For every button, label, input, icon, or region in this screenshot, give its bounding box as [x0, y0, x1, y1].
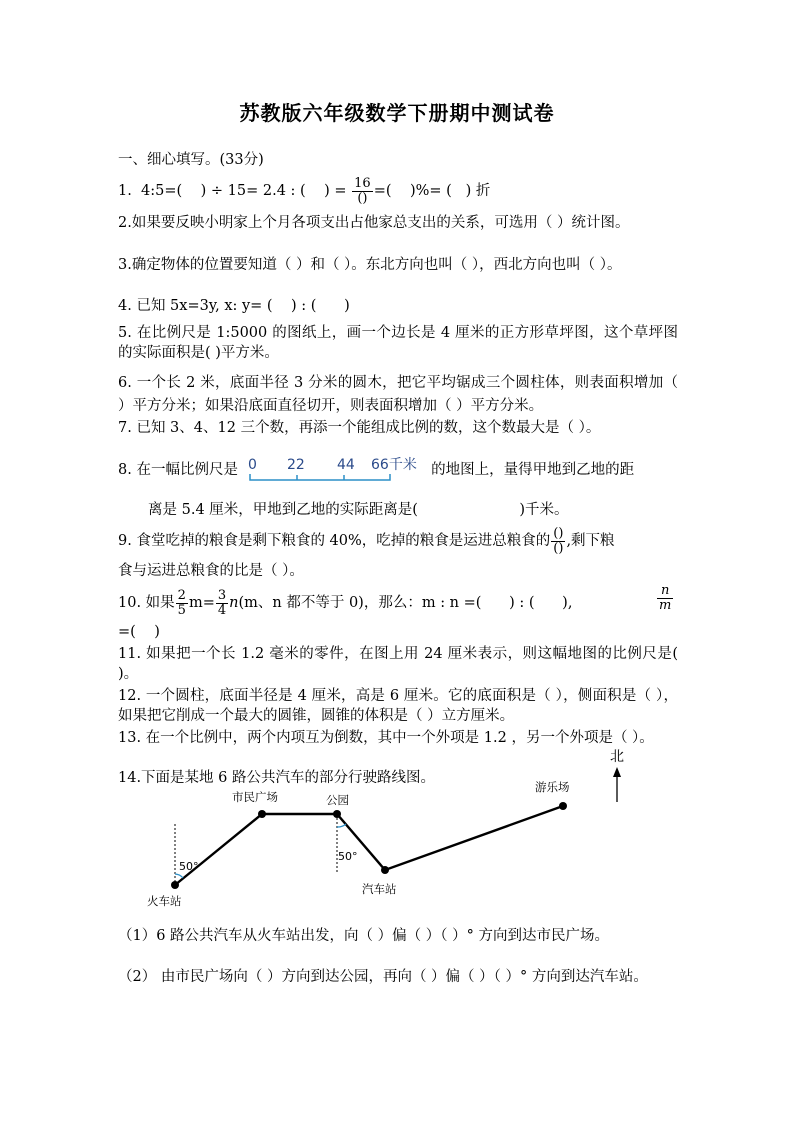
question-6: 6. 一个长 2 米，底面半径 3 分米的圆木，把它平均锯成三个圆柱体，则表面积增加（ ）平方分米；如果沿底面直径切开，则表面积增加（ ）平方分米。	[118, 375, 678, 414]
question-13: 13. 在一个比例中，两个内项互为倒数，其中一个外项是 1.2 ，另一个外项是（ ）。	[118, 730, 654, 746]
question-14: 14.下面是某地 6 路公共汽车的部分行驶路线图。	[118, 770, 436, 786]
angle-arc-train	[175, 874, 183, 878]
q10-f3-den: m	[659, 598, 672, 613]
q1-frac-num: 16	[354, 175, 371, 191]
q1-text-end: =( )%= ( ) 折	[373, 183, 491, 199]
q10-f2-num: 3	[217, 587, 227, 603]
scale-label-66: 66千米	[370, 457, 417, 473]
bus-route-line	[175, 806, 563, 885]
page-title: 苏教版六年级数学下册期中测试卷	[239, 101, 555, 125]
north-label: 北	[610, 749, 624, 765]
label-plaza: 市民广场	[232, 790, 278, 804]
q1-frac-den: ()	[357, 190, 368, 206]
question-11: 11. 如果把一个长 1.2 毫米的零件，在图上用 24 厘米表示，则这幅地图的比例尺是( )。	[118, 646, 678, 682]
question-9-line2: 食与运进总粮食的比是（ ）。	[118, 563, 304, 579]
q10-f1-num: 2	[177, 587, 186, 603]
question-14-sub2: （2） 由市民广场向（ ）方向到达公园，再向（ ）偏（ ）（ ）° 方向到达汽车站。	[118, 969, 648, 985]
q9-frac-den: ()	[553, 540, 564, 556]
label-amusement: 游乐场	[535, 780, 570, 794]
north-arrow-icon	[613, 767, 621, 777]
q9-text: 9. 食堂吃掉的粮食是剩下粮食的 40%，吃掉的粮食是运进总粮食的	[118, 533, 551, 549]
label-angle-train: 50°	[179, 860, 199, 873]
q10-mid2: n	[229, 595, 239, 611]
q10-text-end: (m、n 都不等于 0)，那么：m : n =( ) : ( ),	[238, 595, 573, 611]
station-bus	[381, 866, 389, 874]
q8-text-end: 的地图上，量得甲地到乙地的距	[431, 462, 635, 478]
q10-text: 10. 如果	[118, 595, 175, 611]
station-plaza	[258, 810, 266, 818]
question-8-line2: 离是 5.4 厘米，甲地到乙地的实际距离是( )千米。	[148, 502, 569, 518]
q1-text: 1. 4:5=( ) ÷ 15= 2.4 : ( ) =	[118, 183, 352, 199]
q10-f3-num: n	[657, 584, 673, 599]
label-bus-station: 汽车站	[362, 882, 397, 896]
scale-label-0: 0	[247, 457, 257, 473]
question-3: 3.确定物体的位置要知道（ ）和（ ）。东北方向也叫（ ），西北方向也叫（ ）。	[118, 257, 622, 273]
question-2: 2.如果要反映小明家上个月各项支出占他家总支出的关系，可选用（ ）统计图。	[118, 215, 630, 231]
scale-label-22: 22	[286, 457, 305, 473]
angle-arc-park	[337, 824, 346, 827]
question-10-line2: =( )	[118, 624, 160, 640]
q10-f2-den: 4	[217, 602, 227, 618]
station-park	[333, 810, 341, 818]
section-heading: 一、细心填写。(33分)	[118, 152, 264, 168]
question-14-sub1: （1）6 路公共汽车从火车站出发，向（ ）偏（ ）（ ）° 方向到达市民广场。	[118, 928, 609, 944]
label-park: 公园	[326, 793, 349, 807]
q10-f1-den: 5	[177, 602, 186, 618]
q8-text: 8. 在一幅比例尺是	[118, 462, 238, 478]
question-7: 7. 已知 3、4、12 三个数，再添一个能组成比例的数，这个数最大是（ ）。	[118, 420, 601, 436]
question-4: 4. 已知 5x=3y, x: y= ( ) : ( )	[118, 298, 350, 314]
q9-frac-num: ()	[553, 525, 564, 541]
q10-mid1: m=	[188, 595, 215, 611]
station-amusement	[559, 802, 567, 810]
question-12: 12. 一个圆柱，底面半径是 4 厘米，高是 6 厘米。它的底面积是（ ），侧面积是（ ），如果把它削成一个最大的圆锥，圆锥的体积是（ ）立方厘米。	[118, 688, 678, 724]
q9-text-end: ,剩下粮	[566, 533, 615, 549]
label-angle-park: 50°	[338, 850, 358, 863]
question-5: 5. 在比例尺是 1:5000 的图纸上，画一个边长是 4 厘米的正方形草坪图，这个草坪图的实际面积是( )平方米。	[118, 325, 678, 361]
station-train	[171, 881, 179, 889]
label-train-station: 火车站	[147, 894, 182, 908]
scale-label-44: 44	[336, 457, 355, 473]
